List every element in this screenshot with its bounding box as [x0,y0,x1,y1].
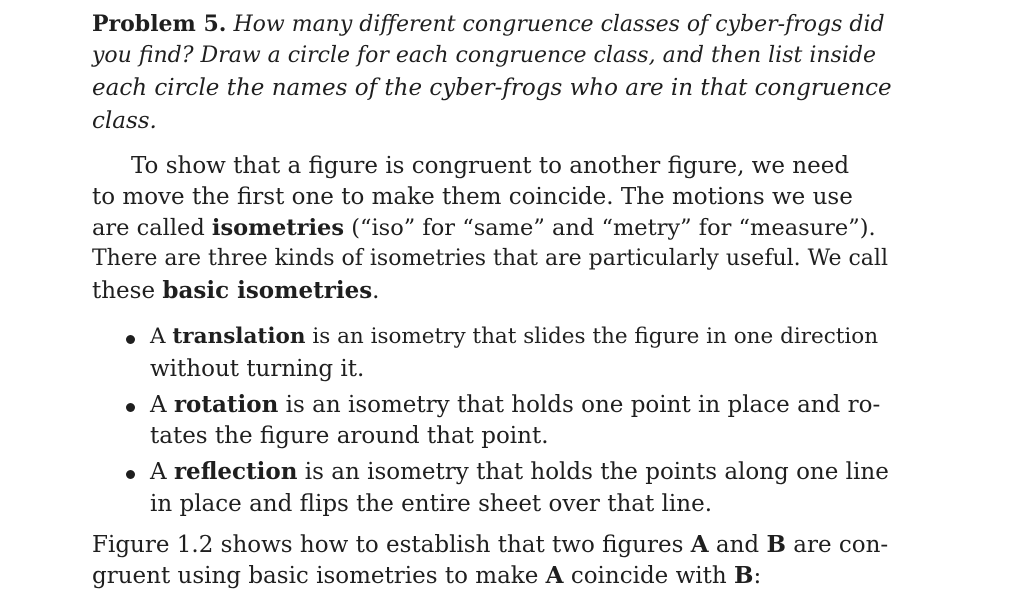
paragraph-line-3-post: (“iso” for “same” and “metry” for “measure”). [351,215,876,241]
problem-text-4: class. [92,108,157,134]
closing-line-2 [92,561,761,591]
figure-b-label: B [766,531,786,558]
term-reflection: reflection [173,458,298,485]
bullet-translation-line-1 [150,322,878,352]
bullet-reflection-line-2: in place and flips the entire sheet over that line. [150,491,713,517]
closing-line-1-pre: Figure 1.2 shows how to establish that two figures [92,532,684,558]
bullet-rotation-line-2: tates the figure around that point. [150,423,549,449]
figure-b-label-2: B [734,562,754,589]
figure-a-label: A [690,531,709,558]
paragraph-line-3 [92,213,876,243]
figure-a-label-2: A [545,562,564,589]
bullet-reflection-line-1 [150,457,889,487]
closing-line-1 [92,530,888,560]
paragraph-line-3-pre: are called [92,215,205,241]
bullet-translation-line-2: without turning it. [150,356,365,382]
bullet-reflection-text-1: is an isometry that holds the points along one line [304,459,889,485]
bullet-reflection-prefix: A [150,459,167,485]
problem-line-1 [92,9,885,40]
paragraph-line-4: There are three kinds of isometries that are particularly useful. We call [92,246,888,271]
closing-line-2-post: : [753,563,762,589]
closing-line-2-pre: gruent using basic isometries to make [92,563,539,589]
problem-text-1: How many different congruence classes of cyber-frogs did [233,12,885,37]
bullet-rotation-line-1 [150,390,880,420]
paragraph-line-5-post: . [372,278,380,304]
bullet-translation-text-1: is an isometry that slides the figure in one direction [312,324,879,349]
problem-text-3: each circle the names of the cyber-frogs who are in that congruence [92,75,892,101]
term-basic-isometries: basic isometries [162,277,373,304]
problem-text-2: you find? Draw a circle for each congruence class, and then list inside [92,43,876,68]
bullet-rotation-text-1: is an isometry that holds one point in place and ro- [285,392,881,418]
term-translation: translation [172,324,306,349]
bullet-dot-translation [126,335,135,344]
closing-line-1-post: are con- [793,532,889,558]
paragraph-line-5-pre: these [92,278,156,304]
closing-line-2-mid: coincide with [570,563,727,589]
closing-line-1-mid: and [715,532,760,558]
term-isometries: isometries [211,215,345,241]
paragraph-line-1: To show that a figure is congruent to another figure, we need [131,153,850,179]
problem-label: Problem 5. [92,11,227,37]
bullet-dot-rotation [126,403,135,412]
bullet-translation-prefix: A [150,324,166,349]
bullet-rotation-prefix: A [150,392,167,418]
paragraph-line-5 [92,276,379,306]
bullet-dot-reflection [126,470,135,479]
paragraph-line-2: to move the first one to make them coincide. The motions we use [92,184,853,210]
term-rotation: rotation [173,391,279,418]
